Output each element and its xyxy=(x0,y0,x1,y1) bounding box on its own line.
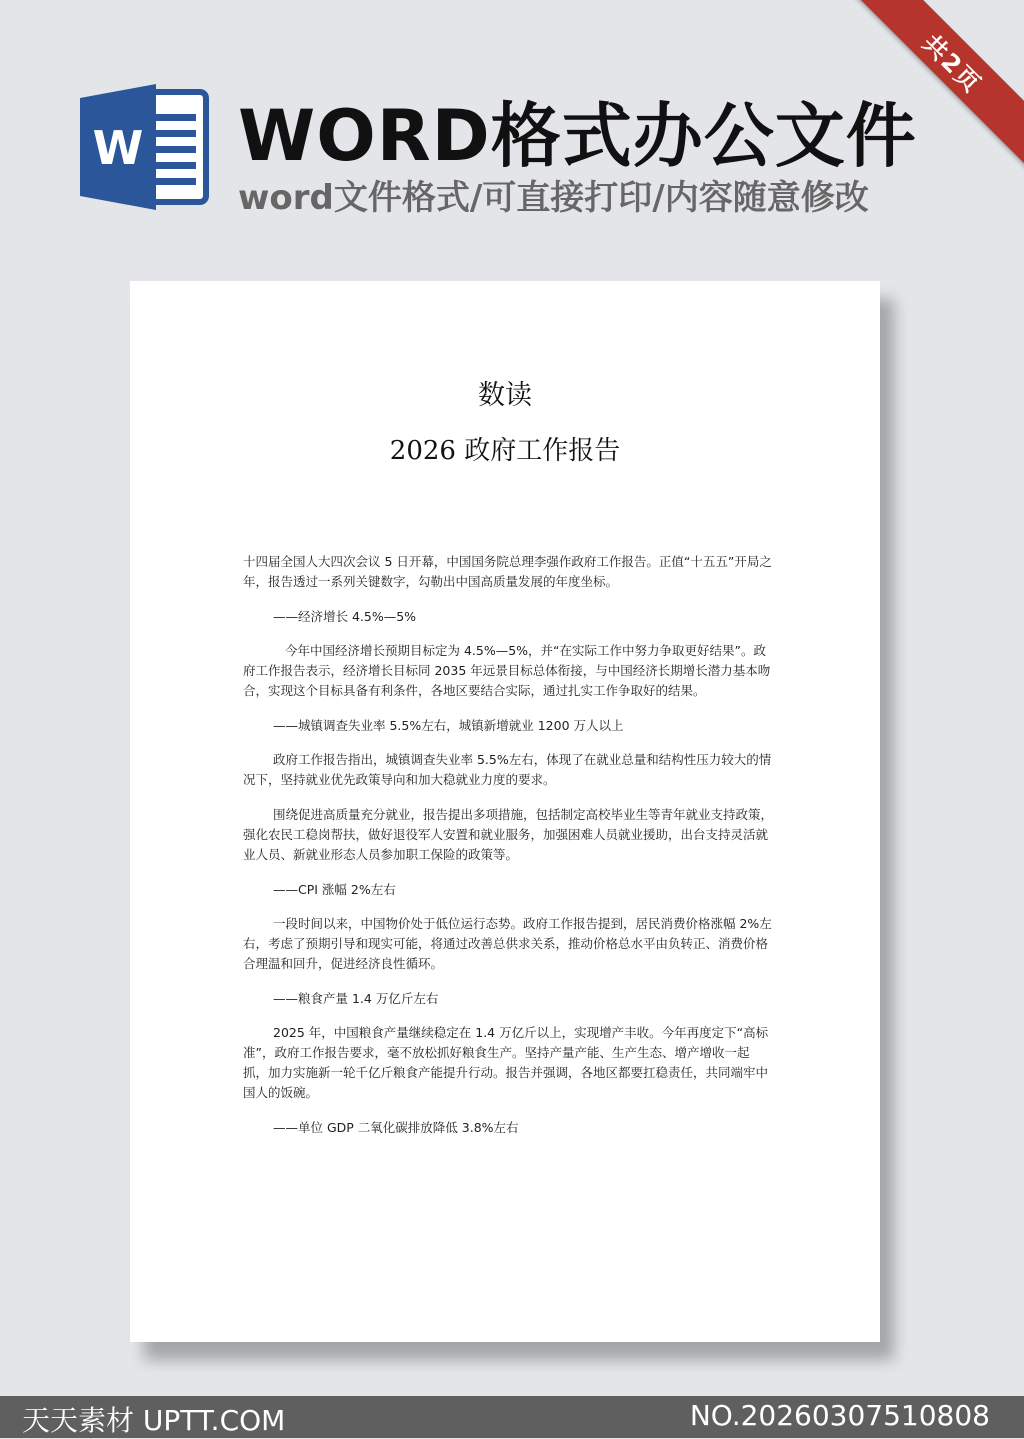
banner-subtitle: word文件格式/可直接打印/内容随意修改 xyxy=(238,178,869,218)
section-heading-employment: ——城镇调查失业率 5.5%左右，城镇新增就业 1200 万人以上 xyxy=(273,718,624,733)
body-paragraph: 一段时间以来，中国物价处于低位运行态势。政府工作报告提到，居民消费价格涨幅 2%左右，考虑了预期引导和现实可能，将通过改善总供求关系，推动价格总水平由负转正、消费价格合理温和回升，促进经济良性循环。 xyxy=(243,916,772,971)
footer-serial-number: NO.20260307510808 xyxy=(689,1399,990,1432)
word-document-icon xyxy=(80,84,212,210)
document-body xyxy=(243,552,773,1152)
document-title-line2: 2026 政府工作报告 xyxy=(389,436,621,466)
banner-title: WORD格式办公文件 xyxy=(238,95,917,177)
body-paragraph: 政府工作报告指出，城镇调查失业率 5.5%左右，体现了在就业总量和结构性压力较大的情况下，坚持就业优先政策导向和加大稳就业力度的要求。 xyxy=(243,752,772,787)
section-heading-grain: ——粮食产量 1.4 万亿斤左右 xyxy=(273,991,439,1006)
section-heading-cpi: ——CPI 涨幅 2%左右 xyxy=(273,882,396,897)
footer-site-name: 天天素材 UPTT.COM xyxy=(22,1404,286,1437)
section-heading-carbon: ——单位 GDP 二氧化碳排放降低 3.8%左右 xyxy=(273,1120,519,1135)
section-heading-growth: ——经济增长 4.5%—5% xyxy=(273,609,417,624)
body-paragraph: 2025 年，中国粮食产量继续稳定在 1.4 万亿斤以上，实现增产丰收。今年再度定下“高标准”，政府工作报告要求，毫不放松抓好粮食生产。坚持产量产能、生产生态、增产增收一起抓，加力实施新一轮千亿斤粮食产能提升行动。报告并强调，各地区都要扛稳责任，共同端牢中国人的饭碗。 xyxy=(243,1025,769,1100)
intro-paragraph: 十四届全国人大四次会议 5 日开幕，中国国务院总理李强作政府工作报告。正值“十五五”开局之年，报告透过一系列关键数字，勾勒出中国高质量发展的年度坐标。 xyxy=(243,554,772,589)
footer-bar xyxy=(0,1396,1024,1438)
body-paragraph: 围绕促进高质量充分就业，报告提出多项措施，包括制定高校毕业生等青年就业支持政策，强化农民工稳岗帮扶，做好退役军人安置和就业服务，加强困难人员就业援助，出台支持灵活就业人员、新就业形态人员参加职工保险的政策等。 xyxy=(243,807,774,862)
word-logo-letter: W xyxy=(92,121,144,175)
document-title-line1: 数读 xyxy=(478,380,532,411)
page-count-text: 共2页 xyxy=(917,28,988,99)
body-paragraph: 今年中国经济增长预期目标定为 4.5%—5%，并“在实际工作中努力争取更好结果”。政府工作报告表示，经济增长目标同 2035 年远景目标总体衔接，与中国经济长期增长潜力基本吻合，实现这个目标具备有利条件，各地区要结合实际，通过扎实工作争取好的结果。 xyxy=(243,643,771,698)
document-page xyxy=(130,281,880,1342)
